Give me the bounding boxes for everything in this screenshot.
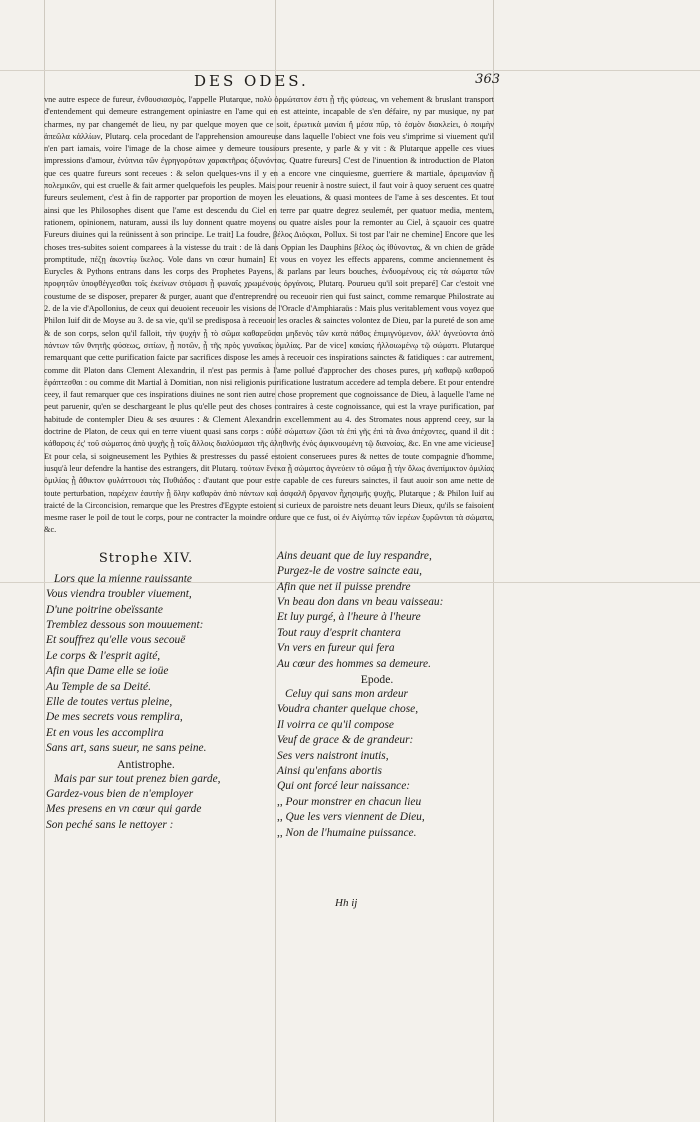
verse-line: Tout rauy d'esprit chantera <box>277 626 401 639</box>
verse-line: Et en vous les accomplira <box>46 726 164 739</box>
page-number: 363 <box>475 72 500 87</box>
verse-line: Mais par sur tout prenez bien garde, <box>54 772 221 785</box>
verse-line: Celuy qui sans mon ardeur <box>285 687 408 700</box>
right-verse-column <box>277 549 495 841</box>
verse-line: Vn vers en fureur qui fera <box>277 642 395 655</box>
quoted-verse-line: ,, Que les vers viennent de Dieu, <box>277 810 495 825</box>
quoted-verse-line: ,, Non de l'humaine puissance. <box>277 826 495 841</box>
verse-line: Vous viendra troubler viuement, <box>46 588 192 601</box>
verse-line: D'une poitrine obeïssante <box>46 603 163 616</box>
verse-line: Sans art, sans sueur, ne sans peine. <box>46 742 207 755</box>
verse-line: Purgez-le de vostre saincte eau, <box>277 565 422 578</box>
left-verse-column <box>46 549 264 834</box>
verse-line: Il voirra ce qu'il compose <box>277 718 394 731</box>
verse-line: Vn beau don dans vn beau vaisseau: <box>277 595 444 608</box>
signature-mark: Hh ij <box>335 897 358 909</box>
verse-line: Tremblez dessous son mouuement: <box>46 618 204 631</box>
verse-line: Lors que la mienne rauissante <box>54 572 192 585</box>
quoted-verse-line: ,, Pour monstrer en chacun lieu <box>277 795 495 810</box>
verse-line: Elle de toutes vertus pleine, <box>46 695 173 708</box>
verse-line: Gardez-vous bien de n'employer <box>46 787 194 800</box>
verse-line: Mes presens en vn cœur qui garde <box>46 803 202 816</box>
verse-line: Au cœur des hommes sa demeure. <box>277 657 431 670</box>
antistrophe-title: Antistrophe. <box>117 757 175 771</box>
verse-line: De mes secrets vous remplira, <box>46 711 183 724</box>
epode-title: Epode. <box>360 672 394 686</box>
verse-line: Ainsi qu'enfans abortis <box>277 764 382 777</box>
page <box>44 60 500 879</box>
page-header <box>44 60 500 94</box>
verse-columns <box>44 549 494 879</box>
verse-line: Et souffrez qu'elle vous secouë <box>46 634 186 647</box>
verse-line: Le corps & l'esprit agité, <box>46 649 161 662</box>
commentary-text: vne autre espece de fureur, ἐνθουσιασμὸς, l'appelle Plutarque, πολὺ ὁρμώτατον ἐστι ᾗ τῆς φύσεως, vn vehement & bruslant transport d'entendement qui demeure estrangement opiniastre en l'ame qui en est atteinte, incapable de s'en défaire, ny par musique, ny par charmes, ny par changemét de lieu, ny par quelque moyen que ce soit, ἐρωτικὰ μανίαι ἢ μέσα πῦρ, τὸ ἐσμὸν διακλείει, ὁ ποιμὴν ἀπεῶλα κἀλλίων, Plutarq. cela procedant de l'apprehension amoureuse dans laquelle l'obiect vne fois veu s'imprime si viuement qu'il n'en part iamais, voire l'image de la chose aimee y demeure tousiours presente, y parle & y vit : & Plutarque appelle ces viues impressions d'amour, ἐνύπνια τῶν ἐγρηγορότων χαρακτῆρας ὀξυνόντας. Quatre fureurs] C'est de l'inuention & introduction de Platon que ces quatre fureurs sont receues : & selon quelques-vns il y en a encore vne cinquiesme, guerriere & martiale, ἀρειμανίαν ᾗ πολεμικῶν, qui est cruelle & fait armer quelquefois les peuples. Mais pour reuenir à nostre suiect, il faut voir à quoy seruent ces quatre fureurs seulement, c'est à fin de rapporter par proportion de moyen les eleuations, & quasi montees de l'ame à ses descentes. Et tout ainsi que les Philosophes disent que l'ame est descendu du Ciel en terre par quatre degrez seulemét, per quatuor media, mentem, rationem, opinionem, naturam, aussi ils luy donnent quatre moyens ou quatre aisles pour la remonter au Ciel, à sçauoir ces quatre Fureurs diuines qui la reünissent à son principe. Le trait] La foudre, βέλος Διόςκαι, Pollux. Si tost par l'air ne chemine] Encore que les choses tres-subites soient comparees à la vistesse du trait : de là dans Oppian les Dauphins βέλος ὡς ἰθύνοντας, & vn chien de grãde promptitude, πέζῃ ἀκοντίῳ ἴκελος. Vole dans vn cœur humain] Et vous en voyez les effects apparens, comme anciennement ès Eurycles & Pythons entrans dans les corps des Prophetes Payens, & parlans par leurs bouches, ἐνδυομένους εἰς τὰ σώματα τῶν προφητῶν ὑποφθέγγεσθαι τοῖς ἐκείνων στόμασι ᾗ φωναῖς χρωμένους ὀργάνοις, Plutarq. Pourueu qu'il soit preparé] Car c'estoit vne coustume de se disposer, preparer & purger, auant que d'entreprendre ou receuoir rien qui fust sainct, comme remarque Philostrate au 2. de la vie d'Apollonius, de ceux qui deuoient receuoir les visions de l'Oracle d'Amphiaraüs : Mais plus veritablement vous voyez que Philon Iuif dit de Moyse au 3. de sa vie, qu'il se predisposa à receuoir les oracles & sainctes volontez de Dieu, par la pureté de son ame & de son corps, selon qu'il falloit, τὴν ψυχὴν ᾗ τὸ σῶμα καθαρεῦσαι μηδενὸς τῶν κατὰ πάθος ἐπιμιγνύμενον, ἀλλ' ἁγνεύοντα ἀπὸ πάντων τῶν θνητῆς φύσεως, σιτίων, ᾗ ποτῶν, ᾗ τῆς πρὸς γυναῖκας ὁμιλίας. Par de vice] κακίαις ἠλλοιωμένῳ τῷ σώματι. Plutarque remarquant que cette purification faicte par sacrifices dispose les ames à receuoir ces inspirations sainctes & fatidiques : car autrement, comme dit Platon dans Clement Alexandrin, il n'est pas permis à l'ame pollué d'approcher des choses pures, μὴ καθαρῷ καθαροῦ ἐφάπτεσθαι : ou comme dit Martial à Domitian, non nisi religionis purificatione lustratum accedere ad templa debere. Et pour entendre ceey, il faut remarquer que ces inspirations diuines ne sont rien autre chose proprement que cognoissance de Dieu, à laquelle l'ame ne peut paruenir, qu'en se deschargeant le plus qu'elle peut des choses contraires à ceste cognoissance, qui est la vraye purification, par habitude de contempler Dieu & ses œuures : & Clement Alexandrin excellemment au 4. des Stromates nous apprend ceey, sur la doctrine de Platon, de ceux qui en terre viuent quasi sans corps : αὐδὲ σώματων ζῶσι τὰ ἐπὶ γῆς ἐπὶ τὰ ἄνω ἀπέχοντες, quand il dit : κάθαρσις ἐς' τοῦ σώματος ἀπὸ ψυχῆς ᾗ τοῖς ἄλλοις διαλύσμασι τῆς ἀληθινῆς ἐνὸς ἀφικνουμένη τῷ διανοίας, &c. En vne ame vicieuse] Et pour cela, si soigneusement les Pythies & prestresses du passé estoient conseruees pures & nettes de toute compagnie d'homme, iusqu'à leur defendre la hantise des estrangers, dit Plutarq. τούτων ἕνεκα ᾗ σώματος ἁγνεύειν τὸ σῶμα ᾗ τὴν ὅλως ἀνεπίμικτον ὁμιλίας ὁμιλίας ᾗ ἄθικτον φυλάττουσι τὰς Πυθιάδος : d'autant que pour estre capable de ces fureurs sainctes, il faut auoir son ame nette de toute perturbation, παρέχειν ἑαυτὴν ᾗ ὅλην καθαρὰν ἀπὸ πάντων καὶ ἀσφαλῆ ὄργανον ἦχησιμῆς ψυχῆς, Plutarque ; & Philon Iuif au traicté de la Circoncision, remarque que les Prestres d'Egypte estoient si curieux de paroistre nets deuant leurs Dieux, qu'ils se faisoient mesme raser le poil de tout le corps, pour ne contracter la moindre ordure que ce fust, οἱ ἐν Αἰγύπτῳ τῶν ἱερέων ξυρῶνται τὰ σώματα, &c. <box>44 95 494 535</box>
verse-line: Et luy purgé, à l'heure à l'heure <box>277 611 421 624</box>
verse-line: Afin que Dame elle se ioüe <box>46 665 169 678</box>
verse-line: Son peché sans le nettoyer : <box>46 818 174 831</box>
verse-line: Veuf de grace & de grandeur: <box>277 734 414 747</box>
verse-line: Voudra chanter quelque chose, <box>277 703 419 716</box>
strophe-title: Strophe XIV. <box>98 550 194 566</box>
verse-line: Qui ont forcé leur naissance: <box>277 780 411 793</box>
verse-line: Afin que net il puisse prendre <box>277 580 411 593</box>
verse-line: Ses vers naistront inutis, <box>277 749 389 762</box>
verse-line: Ains deuant que de luy respandre, <box>277 549 432 562</box>
running-title: DES ODES. <box>194 72 309 90</box>
verse-line: Au Temple de sa Deité. <box>46 680 151 693</box>
